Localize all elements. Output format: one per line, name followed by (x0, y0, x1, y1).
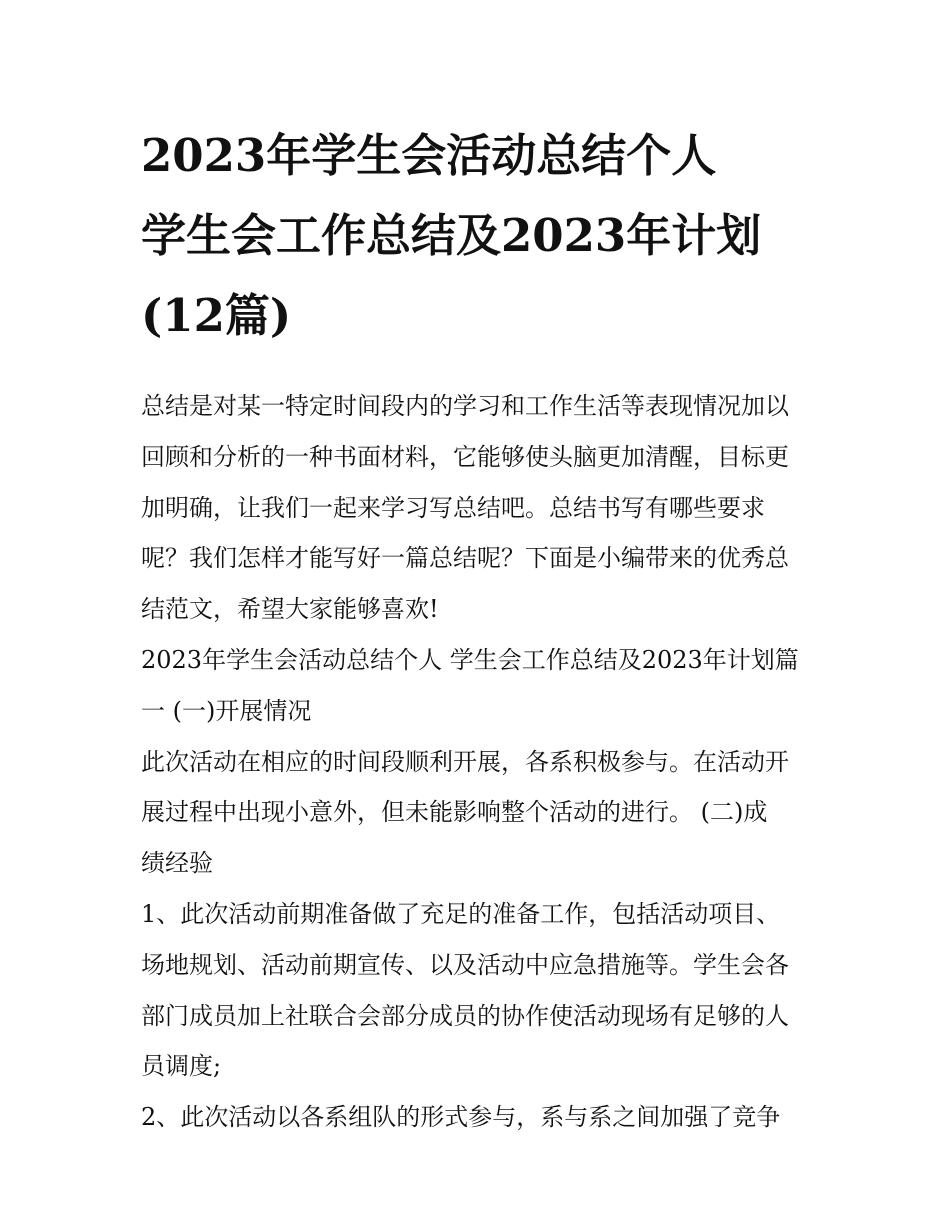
experience-item-1 (141, 889, 813, 1092)
title-line: 2023年学生会活动总结个人 (141, 129, 717, 182)
title-line: 学生会工作总结及2023年计划 (141, 209, 762, 262)
text-line: 员调度; (141, 1052, 222, 1081)
situation-paragraph (141, 737, 813, 889)
intro-paragraph (141, 381, 813, 635)
text-line: 2023年学生会活动总结个人 学生会工作总结及2023年计划篇 (141, 645, 799, 674)
document-title (141, 116, 813, 356)
text-line: 呢？我们怎样才能写好一篇总结呢？下面是小编带来的优秀总 (141, 544, 789, 573)
document-body (141, 381, 813, 1143)
text-line: 一 (一)开展情况 (141, 696, 312, 725)
text-line: 此次活动在相应的时间段顺利开展，各系积极参与。在活动开 (141, 747, 789, 776)
text-line: 加明确，让我们一起来学习写总结吧。总结书写有哪些要求 (141, 493, 765, 522)
experience-item-2 (141, 1092, 813, 1143)
text-line: 2、此次活动以各系组队的形式参与，系与系之间加强了竞争 (141, 1103, 781, 1132)
text-line: 总结是对某一特定时间段内的学习和工作生活等表现情况加以 (141, 392, 789, 420)
text-line: 绩经验 (141, 849, 213, 878)
title-line: (12篇) (141, 289, 292, 342)
text-line: 1、此次活动前期准备做了充足的准备工作，包括活动项目、 (141, 899, 781, 928)
document-content (141, 116, 813, 1143)
text-line: 展过程中出现小意外，但未能影响整个活动的进行。 (二)成 (141, 798, 768, 827)
text-line: 场地规划、活动前期宣传、以及活动中应急措施等。学生会各 (141, 950, 789, 979)
section-heading-paragraph (141, 635, 813, 737)
text-line: 部门成员加上社联合会部分成员的协作使活动现场有足够的人 (141, 1001, 789, 1030)
text-line: 结范文，希望大家能够喜欢! (141, 595, 439, 624)
text-line: 回顾和分析的一种书面材料，它能够使头脑更加清醒，目标更 (141, 442, 789, 471)
